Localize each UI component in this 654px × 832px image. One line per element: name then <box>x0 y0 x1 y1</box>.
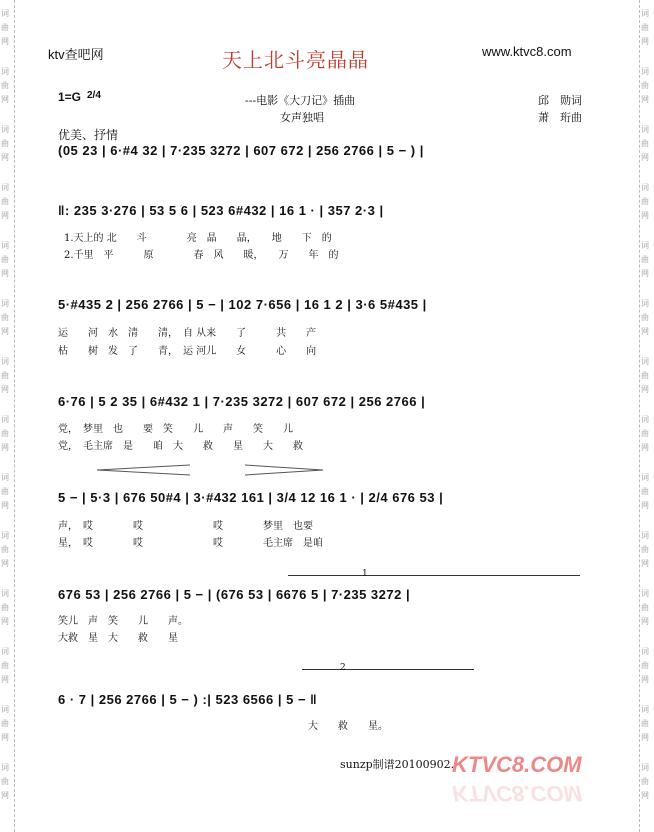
watermark-char: 网 <box>641 733 649 742</box>
song-title: 天上北斗亮晶晶 <box>222 48 369 72</box>
watermark-char: 曲 <box>1 603 9 612</box>
key-signature: 1=G <box>58 90 82 104</box>
watermark-char: 词 <box>641 9 649 18</box>
watermark-char: 词 <box>1 473 9 482</box>
lyric-line-4-verse-1: 党， 梦里 也 要 笑 儿 声 笑 儿 <box>58 424 293 435</box>
lyric-line-5-verse-2: 星， 哎 哎 哎 毛主席 是咱 <box>58 538 323 549</box>
watermark-char: 网 <box>641 559 649 568</box>
watermark-char: 网 <box>641 617 649 626</box>
watermark-char: 网 <box>1 501 9 510</box>
watermark-char: 词 <box>641 183 649 192</box>
source-note: ---电影《大刀记》插曲 <box>245 94 356 107</box>
volta-2-number: 2 <box>340 663 346 673</box>
score-line-6: 676 53 | 256 2766 | 5 − | (676 53 | 6676 5 | 7·235 3272 | <box>58 587 411 602</box>
watermark-char: 曲 <box>1 313 9 322</box>
lyric-line-5-verse-1: 声， 哎 哎 哎 梦里 也要 <box>58 521 313 532</box>
watermark-char: 曲 <box>1 429 9 438</box>
volta-1-number: 1 <box>362 569 368 579</box>
watermark-char: 词 <box>641 763 649 772</box>
watermark-char: 曲 <box>641 661 649 670</box>
watermark-char: 词 <box>1 415 9 424</box>
watermark-char: 网 <box>1 95 9 104</box>
score-line-2: ‖: 235 3·276 | 53 5 6 | 523 6#432 | 16 1 · | 357 2·3 | <box>58 203 384 218</box>
watermark-char: 曲 <box>1 139 9 148</box>
watermark-char: 网 <box>1 733 9 742</box>
watermark-char: 曲 <box>641 429 649 438</box>
watermark-char: 网 <box>1 791 9 800</box>
watermark-char: 词 <box>641 357 649 366</box>
watermark-char: 词 <box>1 589 9 598</box>
score-line-7: 6 · 7 | 256 2766 | 5 − ) :| 523 6566 | 5 − ‖ <box>58 692 318 707</box>
watermark-char: 网 <box>641 37 649 46</box>
left-watermark-strip <box>0 0 15 832</box>
watermark-char: 词 <box>1 531 9 540</box>
watermark-char: 曲 <box>1 719 9 728</box>
lyric-line-6-verse-2: 大救 星 大 救 星 <box>58 633 178 644</box>
volta-1-bracket <box>288 575 580 576</box>
lyric-line-3-verse-1: 运 河 水 清 清， 自 从来 了 共 产 <box>58 328 317 339</box>
watermark-char: 曲 <box>641 313 649 322</box>
watermark-char: 词 <box>1 763 9 772</box>
watermark-char: 网 <box>1 617 9 626</box>
volta-2-bracket <box>302 669 474 670</box>
score-line-1: (05 23 | 6·#4 32 | 7·235 3272 | 607 672 | 256 2766 | 5 − ) | <box>58 143 424 158</box>
watermark-char: 曲 <box>1 81 9 90</box>
watermark-char: 曲 <box>1 487 9 496</box>
watermark-char: 词 <box>641 67 649 76</box>
watermark-char: 网 <box>1 153 9 162</box>
lyricist-credit: 邱 勋词 <box>538 94 582 107</box>
watermark-char: 曲 <box>1 661 9 670</box>
ktvc8-logo: KTVC8.COM <box>452 752 582 777</box>
right-watermark-strip <box>639 0 654 832</box>
watermark-char: 曲 <box>641 777 649 786</box>
watermark-char: 词 <box>641 415 649 424</box>
site-url-right[interactable]: www.ktvc8.com <box>482 44 572 59</box>
watermark-char: 网 <box>641 385 649 394</box>
watermark-char: 曲 <box>641 139 649 148</box>
hairpin-marks <box>95 463 325 477</box>
watermark-char: 曲 <box>641 719 649 728</box>
watermark-char: 网 <box>1 559 9 568</box>
lyric-line-3-verse-2: 枯 树 发 了 青， 运 河儿 女 心 向 <box>58 346 317 357</box>
watermark-char: 曲 <box>1 255 9 264</box>
lyric-line-7-verse-1: 大 救 星。 <box>308 721 388 732</box>
score-line-4: 6·76 | 5 2 35 | 6#432 1 | 7·235 3272 | 607 672 | 256 2766 | <box>58 394 426 409</box>
watermark-char: 网 <box>1 269 9 278</box>
watermark-char: 曲 <box>1 23 9 32</box>
watermark-char: 曲 <box>641 371 649 380</box>
lyric-line-2-verse-2: 2.千里 平 原 春 风 暖， 万 年 的 <box>64 250 339 261</box>
watermark-char: 网 <box>641 95 649 104</box>
watermark-char: 词 <box>1 299 9 308</box>
time-signature: 2/4 <box>87 90 101 101</box>
watermark-char: 词 <box>1 183 9 192</box>
watermark-char: 词 <box>1 241 9 250</box>
watermark-char: 网 <box>1 675 9 684</box>
watermark-char: 网 <box>1 37 9 46</box>
watermark-char: 网 <box>641 269 649 278</box>
watermark-char: 网 <box>641 501 649 510</box>
watermark-char: 词 <box>1 125 9 134</box>
watermark-char: 词 <box>1 647 9 656</box>
watermark-char: 词 <box>641 299 649 308</box>
lyric-line-2-verse-1: 1.天上的 北 斗 亮 晶 晶， 地 下 的 <box>64 233 332 244</box>
watermark-char: 词 <box>641 241 649 250</box>
watermark-char: 网 <box>1 211 9 220</box>
watermark-char: 网 <box>641 153 649 162</box>
watermark-char: 曲 <box>641 603 649 612</box>
watermark-char: 曲 <box>1 545 9 554</box>
watermark-char: 词 <box>1 705 9 714</box>
watermark-char: 曲 <box>641 255 649 264</box>
lyric-line-4-verse-2: 党， 毛主席 是 咱 大 救 星 大 救 <box>58 441 303 452</box>
watermark-char: 词 <box>641 589 649 598</box>
watermark-char: 曲 <box>641 81 649 90</box>
watermark-char: 词 <box>641 647 649 656</box>
transcriber-credit: sunzp制谱20100902. <box>340 758 455 771</box>
performance-note: 女声独唱 <box>280 111 324 124</box>
watermark-char: 词 <box>1 9 9 18</box>
watermark-char: 词 <box>641 531 649 540</box>
watermark-char: 词 <box>1 357 9 366</box>
watermark-char: 曲 <box>1 777 9 786</box>
watermark-char: 曲 <box>641 23 649 32</box>
watermark-char: 词 <box>641 705 649 714</box>
watermark-char: 曲 <box>641 197 649 206</box>
watermark-char: 网 <box>1 385 9 394</box>
watermark-char: 网 <box>641 791 649 800</box>
watermark-char: 词 <box>641 473 649 482</box>
watermark-char: 曲 <box>1 197 9 206</box>
watermark-char: 网 <box>641 327 649 336</box>
watermark-char: 曲 <box>641 487 649 496</box>
watermark-char: 网 <box>641 211 649 220</box>
lyric-line-6-verse-1: 笑儿 声 笑 儿 声。 <box>58 616 188 627</box>
watermark-char: 词 <box>641 125 649 134</box>
score-line-3: 5·#435 2 | 256 2766 | 5 − | 102 7·656 | 16 1 2 | 3·6 5#435 | <box>58 297 427 312</box>
watermark-char: 曲 <box>641 545 649 554</box>
watermark-char: 网 <box>1 327 9 336</box>
watermark-char: 网 <box>641 443 649 452</box>
watermark-char: 词 <box>1 67 9 76</box>
site-name-left: ktv查吧网 <box>48 47 104 62</box>
expression-marking: 优美、抒情 <box>58 128 119 142</box>
watermark-char: 曲 <box>1 371 9 380</box>
score-line-5: 5 − | 5·3 | 676 50#4 | 3·#432 161 | 3/4 12 16 1 · | 2/4 676 53 | <box>58 490 444 505</box>
ktvc8-logo-reflection: KTVC8.COM <box>452 781 582 806</box>
composer-credit: 萧 珩曲 <box>538 111 582 124</box>
watermark-char: 网 <box>641 675 649 684</box>
watermark-char: 网 <box>1 443 9 452</box>
